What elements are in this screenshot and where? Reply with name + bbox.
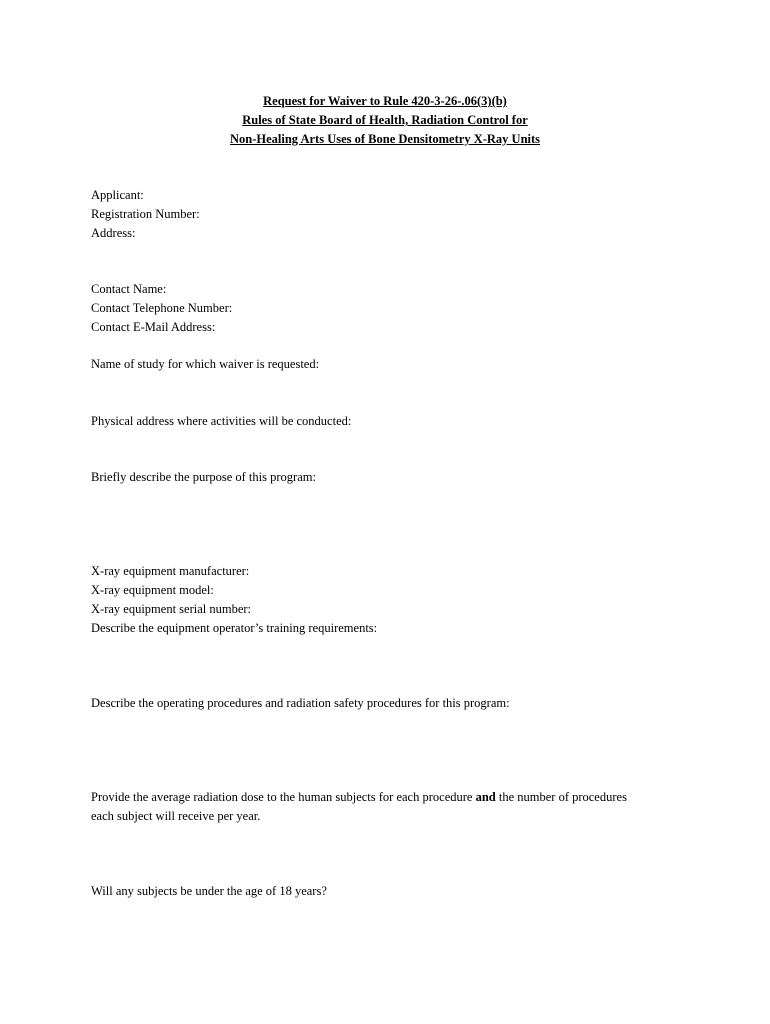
subjects-age-label: Will any subjects be under the age of 18 years? xyxy=(91,884,327,898)
program-purpose-label: Briefly describe the purpose of this program: xyxy=(91,470,316,484)
title-line-3: Non-Healing Arts Uses of Bone Densitometry X-Ray Units xyxy=(229,132,541,146)
contact-name-label: Contact Name: xyxy=(91,282,167,296)
contact-telephone-label: Contact Telephone Number: xyxy=(91,301,233,315)
study-name-label: Name of study for which waiver is requested: xyxy=(91,357,320,371)
physical-address-label: Physical address where activities will be conducted: xyxy=(91,414,352,428)
dose-text-part-1: Provide the average radiation dose to the human subjects for each procedure xyxy=(91,790,476,804)
contact-email-label: Contact E-Mail Address: xyxy=(91,320,216,334)
equipment-model-label: X-ray equipment model: xyxy=(91,583,214,597)
equipment-serial-label: X-ray equipment serial number: xyxy=(91,602,252,616)
document-title xyxy=(0,92,770,149)
title-line-2: Rules of State Board of Health, Radiation Control for xyxy=(242,113,528,127)
title-line-1: Request for Waiver to Rule 420-3-26-.06(3)(b) xyxy=(263,94,507,108)
registration-number-label: Registration Number: xyxy=(91,207,200,221)
operator-training-label: Describe the equipment operator’s training requirements: xyxy=(91,621,378,635)
dose-text-part-2: the number of procedures each subject will receive per year. xyxy=(91,790,627,823)
radiation-dose-label xyxy=(91,788,651,826)
equipment-manufacturer-label: X-ray equipment manufacturer: xyxy=(91,564,250,578)
dose-text-bold: and xyxy=(475,790,496,804)
applicant-label: Applicant: xyxy=(91,188,144,202)
address-label: Address: xyxy=(91,226,136,240)
operating-procedures-label: Describe the operating procedures and radiation safety procedures for this program: xyxy=(91,696,510,710)
